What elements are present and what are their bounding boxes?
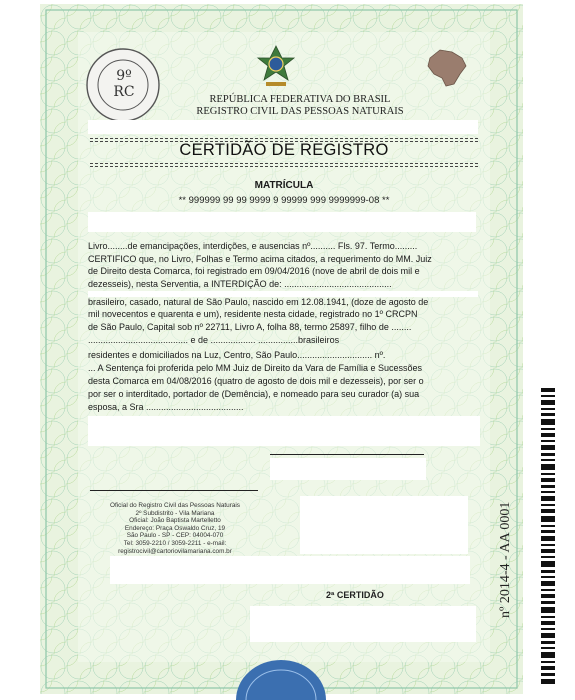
body-line: esposa, a Sra ....................................... — [88, 402, 244, 412]
signature-line — [270, 454, 424, 455]
office-block — [90, 502, 260, 555]
body-line: Livro........de emancipações, interdições, e ausencias nº.......... Fls. 97. Termo......... — [88, 241, 418, 251]
office-rule — [90, 490, 258, 491]
coat-of-arms-icon — [256, 44, 296, 88]
office-line: Tel: 3059-2210 / 3059-2211 - e-mail: — [123, 539, 227, 547]
body-line: residentes e domiciliados na Luz, Centro, São Paulo.............................. nº. — [88, 350, 386, 360]
office-line: São Paulo - SP - CEP: 04004-070 — [126, 532, 224, 540]
matricula-label: MATRÍCULA — [254, 180, 314, 191]
office-line: Endereço: Praça Oswaldo Cruz, 19 — [124, 524, 226, 532]
redaction-box — [88, 416, 480, 446]
title-rule-bottom-2 — [90, 166, 478, 167]
redaction-box — [270, 458, 426, 480]
serial-number: nº 2014-4 - AA 0001 — [498, 501, 513, 618]
body-line: CERTIFICO que, no Livro, Folhas e Termo acima citados, a requerimento do MM. Juiz — [88, 254, 432, 264]
office-line: registrocivil@cartoriovilamariana.com.br — [118, 547, 232, 555]
body-line: de Direito desta Comarca, foi registrado em 09/04/2016 (nove de abril de dois mil e — [88, 266, 420, 276]
body-line: brasileiro, casado, natural de São Paulo, nascido em 12.08.1941, (doze de agosto de — [88, 297, 429, 307]
redaction-box — [110, 556, 470, 584]
title-rule-top — [90, 138, 478, 139]
redaction-box — [300, 496, 468, 554]
second-copy-label: 2ª CERTIDÃO — [326, 590, 384, 600]
body-line: por ser o interditado, portador de (Demência), e nomeado para seu curador (a) sua — [88, 389, 420, 399]
office-line: Oficial: João Baptista Martelletto — [129, 517, 221, 525]
redaction-box — [88, 120, 478, 134]
redaction-box — [88, 212, 476, 232]
stamp-label: 9º RC — [113, 68, 135, 100]
title-rule-bottom — [90, 163, 478, 164]
body-line: ........................................ e de .................. ................brasileiros — [88, 335, 340, 345]
body-line: ... A Sentença foi proferida pelo MM Juiz de Direito da Vara de Família e Sucessões — [88, 363, 423, 373]
redaction-box — [250, 606, 476, 642]
header-registry: REGISTRO CIVIL DAS PESSOAS NATURAIS — [196, 106, 404, 117]
body-line: desta Comarca em 04/08/2016 (quatro de agosto de dois mil e dezesseis), por ser o — [88, 376, 424, 386]
office-line: Oficial do Registro Civil das Pessoas Naturais — [110, 502, 240, 509]
body-line: mil novecentos e quarenta e um), residente nesta cidade, registrado no 1º CRCPN — [88, 309, 418, 319]
embossed-seal — [236, 660, 326, 700]
header-republic: REPÚBLICA FEDERATIVA DO BRASIL — [209, 94, 391, 105]
office-line: 2º Subdistrito - Vila Mariana — [135, 509, 215, 517]
body-line: dezesseis), nesta Serventia, a INTERDIÇÃO de: ........................................... — [88, 279, 392, 289]
barcode — [541, 388, 555, 688]
matricula-number: ** 999999 99 99 9999 9 99999 999 9999999-08 ** — [178, 195, 390, 206]
body-line: de São Paulo, Capital sob nº 22711, Livro A, folha 88, termo 25897, filho de ........ — [88, 322, 412, 332]
brazil-map-icon — [424, 44, 470, 90]
document-title: CERTIDÃO DE REGISTRO — [179, 141, 389, 159]
